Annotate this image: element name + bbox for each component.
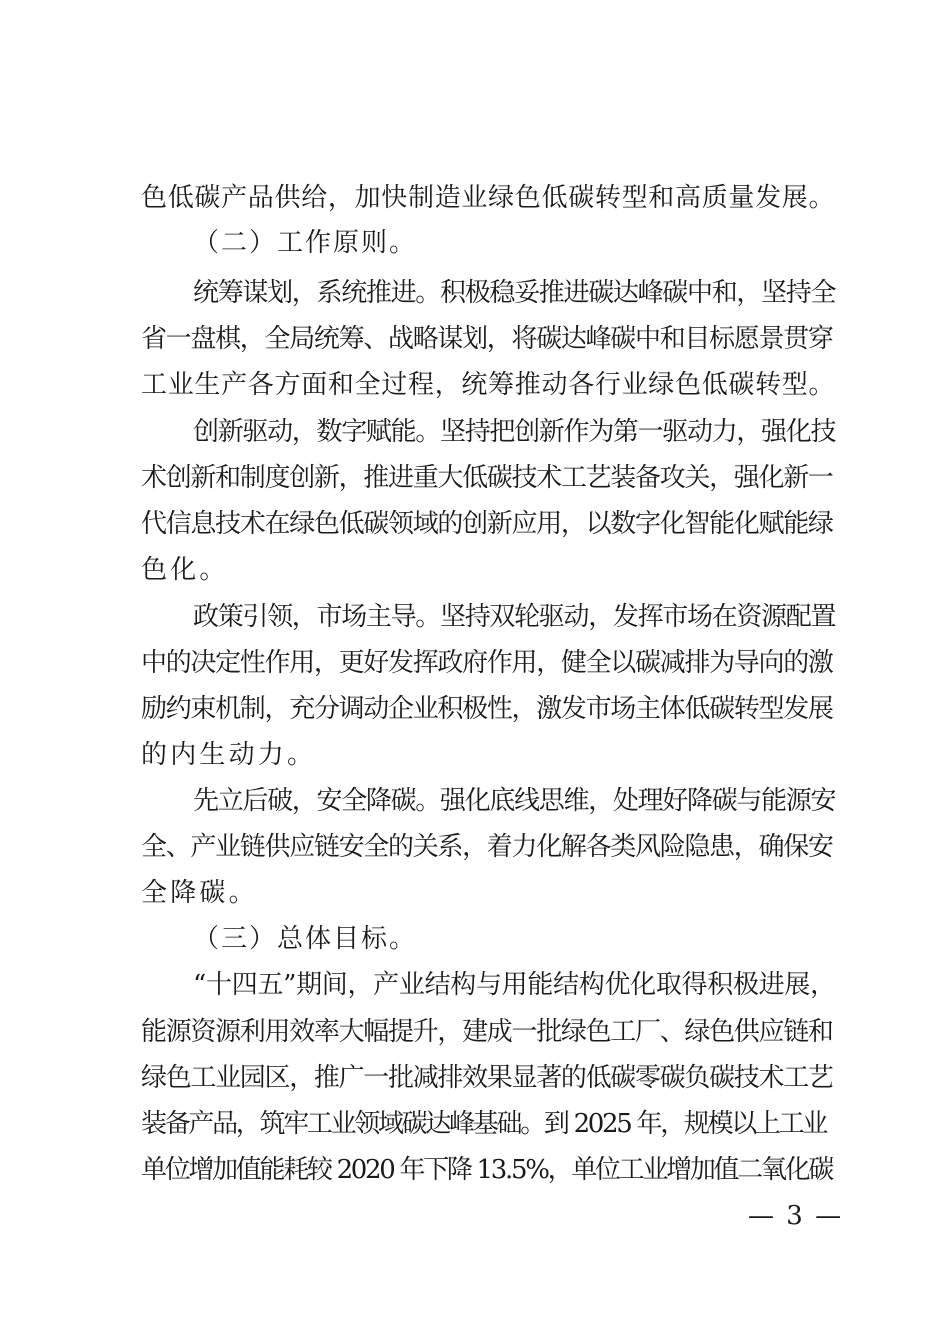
- section-heading: （三）总体目标。: [193, 924, 418, 954]
- text-line: 全、产业链供应链安全的关系，着力化解各类风险隐患，确保安: [141, 832, 833, 862]
- section-heading: （二）工作原则。: [193, 228, 418, 258]
- text-line: 统筹谋划，系统推进。积极稳妥推进碳达峰碳中和，坚持全: [193, 278, 836, 308]
- text-line: 政策引领，市场主导。坚持双轮驱动，发挥市场在资源配置: [193, 602, 836, 632]
- text-line: 中的决定性作用，更好发挥政府作用，健全以碳减排为导向的激: [141, 648, 833, 678]
- text-line: 绿色工业园区，推广一批减排效果显著的低碳零碳负碳技术工艺: [141, 1063, 833, 1093]
- text-line: 色低碳产品供给，加快制造业绿色低碳转型和高质量发展。: [141, 183, 836, 213]
- text-line: 代信息技术在绿色低碳领域的创新应用，以数字化智能化赋能绿: [141, 509, 833, 539]
- text-line: 术创新和制度创新，推进重大低碳技术工艺装备攻关，强化新一: [141, 463, 833, 493]
- text-line: 工业生产各方面和全过程，统筹推动各行业绿色低碳转型。: [141, 370, 836, 400]
- text-line: 装备产品，筑牢工业领域碳达峰基础。到 2025 年，规模以上工业: [141, 1109, 827, 1139]
- text-line: 创新驱动，数字赋能。坚持把创新作为第一驱动力，强化技: [193, 417, 836, 447]
- text-line: 全降碳。: [141, 878, 258, 908]
- text-line: 色化。: [141, 555, 229, 585]
- text-line: “十四五”期间，产业结构与用能结构优化取得积极进展，: [193, 970, 836, 1000]
- text-line: 的内生动力。: [141, 740, 317, 770]
- text-line: 先立后破，安全降碳。强化底线思维，处理好降碳与能源安: [193, 786, 836, 816]
- text-line: 能源资源利用效率大幅提升，建成一批绿色工厂、绿色供应链和: [141, 1017, 833, 1047]
- text-line: 省一盘棋，全局统筹、战略谋划，将碳达峰碳中和目标愿景贯穿: [141, 324, 833, 354]
- text-line: 励约束机制，充分调动企业积极性，激发市场主体低碳转型发展: [141, 694, 833, 724]
- text-line: 单位增加值能耗较 2020 年下降 13.5%，单位工业增加值二氧化碳: [141, 1155, 833, 1185]
- page-number: — 3 —: [748, 1201, 844, 1231]
